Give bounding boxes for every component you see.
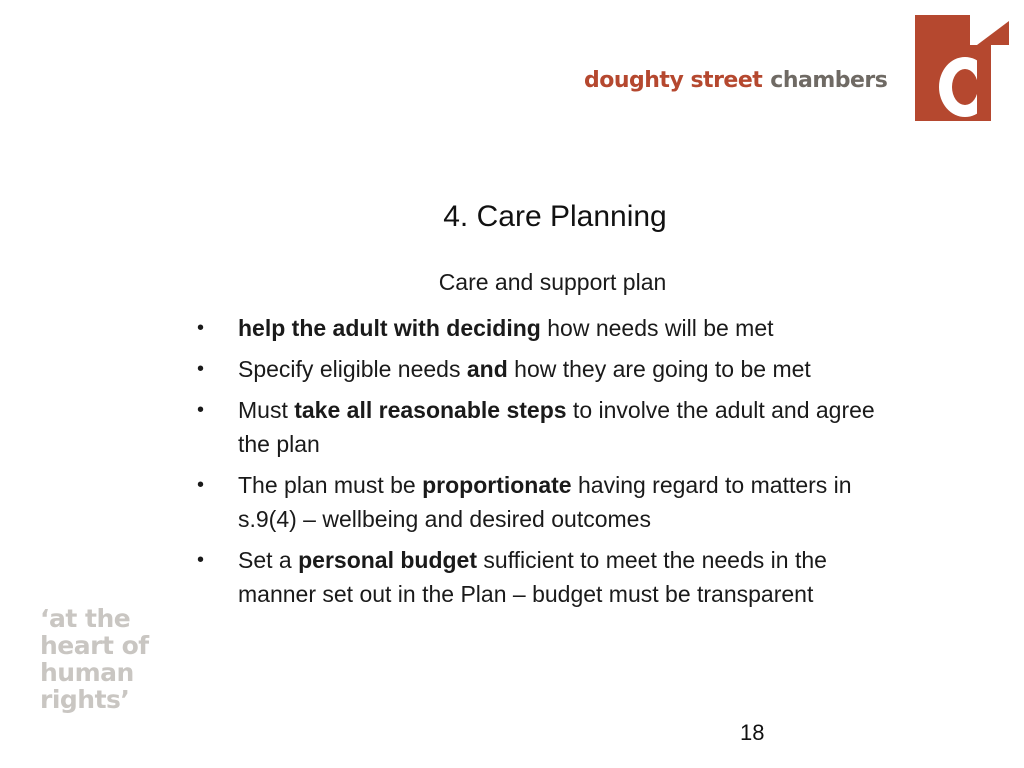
bullet-bold: personal budget	[298, 547, 478, 573]
slide-title: 4. Care Planning	[443, 200, 667, 233]
bullet-text: how they are going to be met	[507, 356, 811, 382]
bullet-list	[197, 311, 909, 618]
bullet-text: having regard to matters in s.9(4) – wellbeing and desired outcomes	[238, 472, 852, 532]
bullet-item	[197, 543, 909, 611]
logo-word-chambers: chambers	[770, 68, 888, 93]
bullet-item	[197, 393, 909, 461]
tagline-line: heart of	[40, 631, 149, 660]
tagline-line: rights’	[40, 685, 130, 714]
tagline	[40, 605, 190, 713]
bullet-text: The plan must be	[238, 472, 423, 498]
bullet-item	[197, 311, 909, 345]
bullet-text: how needs will be met	[540, 315, 774, 341]
bullet-item	[197, 468, 909, 536]
bullet-text: to involve the adult and agree the plan	[238, 397, 875, 457]
bullet-text: Specify eligible needs	[238, 356, 467, 382]
tagline-line: ‘at the	[40, 604, 131, 633]
bullet-text: Set a	[238, 547, 299, 573]
logo-word-doughty-street: doughty street	[584, 68, 763, 93]
bullet-bold: proportionate	[422, 472, 572, 498]
bullet-item	[197, 352, 909, 386]
bullet-icon: •	[197, 317, 205, 339]
bullet-bold: and	[466, 356, 508, 382]
logo-wordmark	[584, 68, 887, 104]
slide-subtitle: Care and support plan	[438, 269, 667, 295]
bullet-text: sufficient to meet the needs in the manner set out in the Plan – budget must be transparent	[238, 547, 827, 607]
bullet-icon: •	[197, 474, 205, 496]
bullet-icon: •	[197, 399, 205, 421]
bullet-bold: take all reasonable steps	[294, 397, 567, 423]
page-number: 18	[740, 720, 765, 745]
logo-d-mark-icon	[915, 15, 1009, 121]
bullet-bold: help the adult with deciding	[238, 315, 541, 341]
bullet-icon: •	[197, 549, 205, 571]
bullet-text: Must	[238, 397, 295, 423]
bullet-icon: •	[197, 358, 205, 380]
tagline-line: human	[40, 658, 134, 687]
